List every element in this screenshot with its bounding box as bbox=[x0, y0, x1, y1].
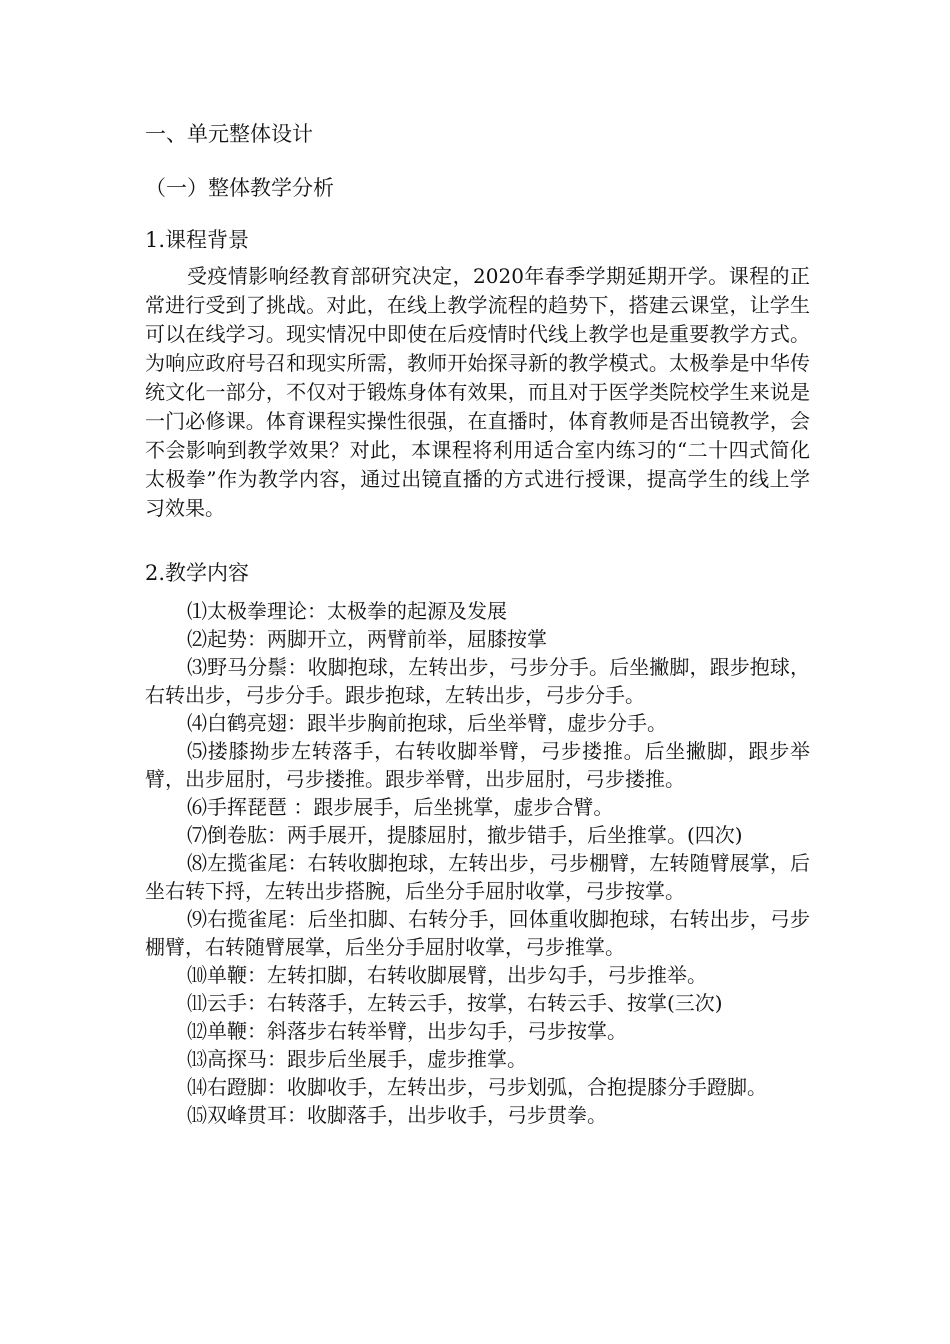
list-item: ⑽单鞭：左转扣脚，右转收脚展臂，出步勾手，弓步推举。 bbox=[187, 963, 707, 987]
list-item: ⑿单鞭：斜落步右转举臂，出步勾手，弓步按掌。 bbox=[187, 1019, 627, 1043]
list-item: ⑵起势：两脚开立，两臂前举，屈膝按掌 bbox=[187, 627, 547, 651]
list-item: ⑺倒卷肱：两手展开，提膝屈肘，撤步错手，后坐推掌。(四次) bbox=[187, 823, 743, 847]
list-item: ⑶野马分鬃：收脚抱球，左转出步，弓步分手。后坐撇脚，跟步抱球，右转出步，弓步分手。跟步抱球，左转出步，弓步分手。 bbox=[145, 655, 810, 707]
list-item: ⑸搂膝拗步左转落手，右转收脚举臂，弓步搂推。后坐撇脚，跟步举臂，出步屈肘，弓步搂推。跟步举臂，出步屈肘，弓步搂推。 bbox=[145, 739, 810, 791]
subsection-heading-teaching-analysis: （一）整体教学分析 bbox=[145, 176, 334, 200]
heading-course-background: 1.课程背景 bbox=[145, 228, 250, 252]
list-item: ⑴太极拳理论：太极拳的起源及发展 bbox=[187, 599, 507, 623]
list-item: ⑷白鹤亮翅：跟半步胸前抱球，后坐举臂，虚步分手。 bbox=[187, 711, 667, 735]
teaching-content-list bbox=[145, 597, 810, 1129]
list-item: ⒁右蹬脚：收脚收手，左转出步，弓步划弧，合抱提膝分手蹬脚。 bbox=[187, 1075, 767, 1099]
list-item: ⑹手挥琵琶 ：跟步展手，后坐挑掌，虚步合臂。 bbox=[187, 795, 614, 819]
list-item: ⑾云手：右转落手，左转云手，按掌，右转云手、按掌(三次) bbox=[187, 991, 723, 1015]
list-item: ⒀高探马：跟步后坐展手，虚步推掌。 bbox=[187, 1047, 527, 1071]
heading-teaching-content: 2.教学内容 bbox=[145, 561, 250, 585]
course-background-paragraph: 受疫情影响经教育部研究决定，2020年春季学期延期开学。课程的正常进行受到了挑战。对此，在线上教学流程的趋势下，搭建云课堂，让学生可以在线学习。现实情况中即使在后疫情时代线上教学也是重要教学方式。为响应政府号召和现实所需，教师开始探寻新的教学模式。太极拳是中华传统文化一部分，不仅对于锻炼身体有效果，而且对于医学类院校学生来说是一门必修课。体育课程实操性很强，在直播时，体育教师是否出镜教学，会不会影响到教学效果？对此，本课程将利用适合室内练习的“二十四式简化太极拳”作为教学内容，通过出镜直播的方式进行授课，提高学生的线上学习效果。 bbox=[145, 264, 810, 520]
list-item: ⒂双峰贯耳：收脚落手，出步收手，弓步贯拳。 bbox=[187, 1103, 607, 1127]
list-item: ⑼右揽雀尾：后坐扣脚、右转分手，回体重收脚抱球，右转出步，弓步棚臂，右转随臂展掌，后坐分手屈肘收掌，弓步推掌。 bbox=[145, 907, 810, 959]
section-heading-unit-design: 一、单元整体设计 bbox=[145, 122, 313, 146]
list-item: ⑻左揽雀尾：右转收脚抱球，左转出步，弓步棚臂，左转随臂展掌，后坐右转下捋，左转出步搭腕，后坐分手屈肘收掌，弓步按掌。 bbox=[145, 851, 810, 903]
